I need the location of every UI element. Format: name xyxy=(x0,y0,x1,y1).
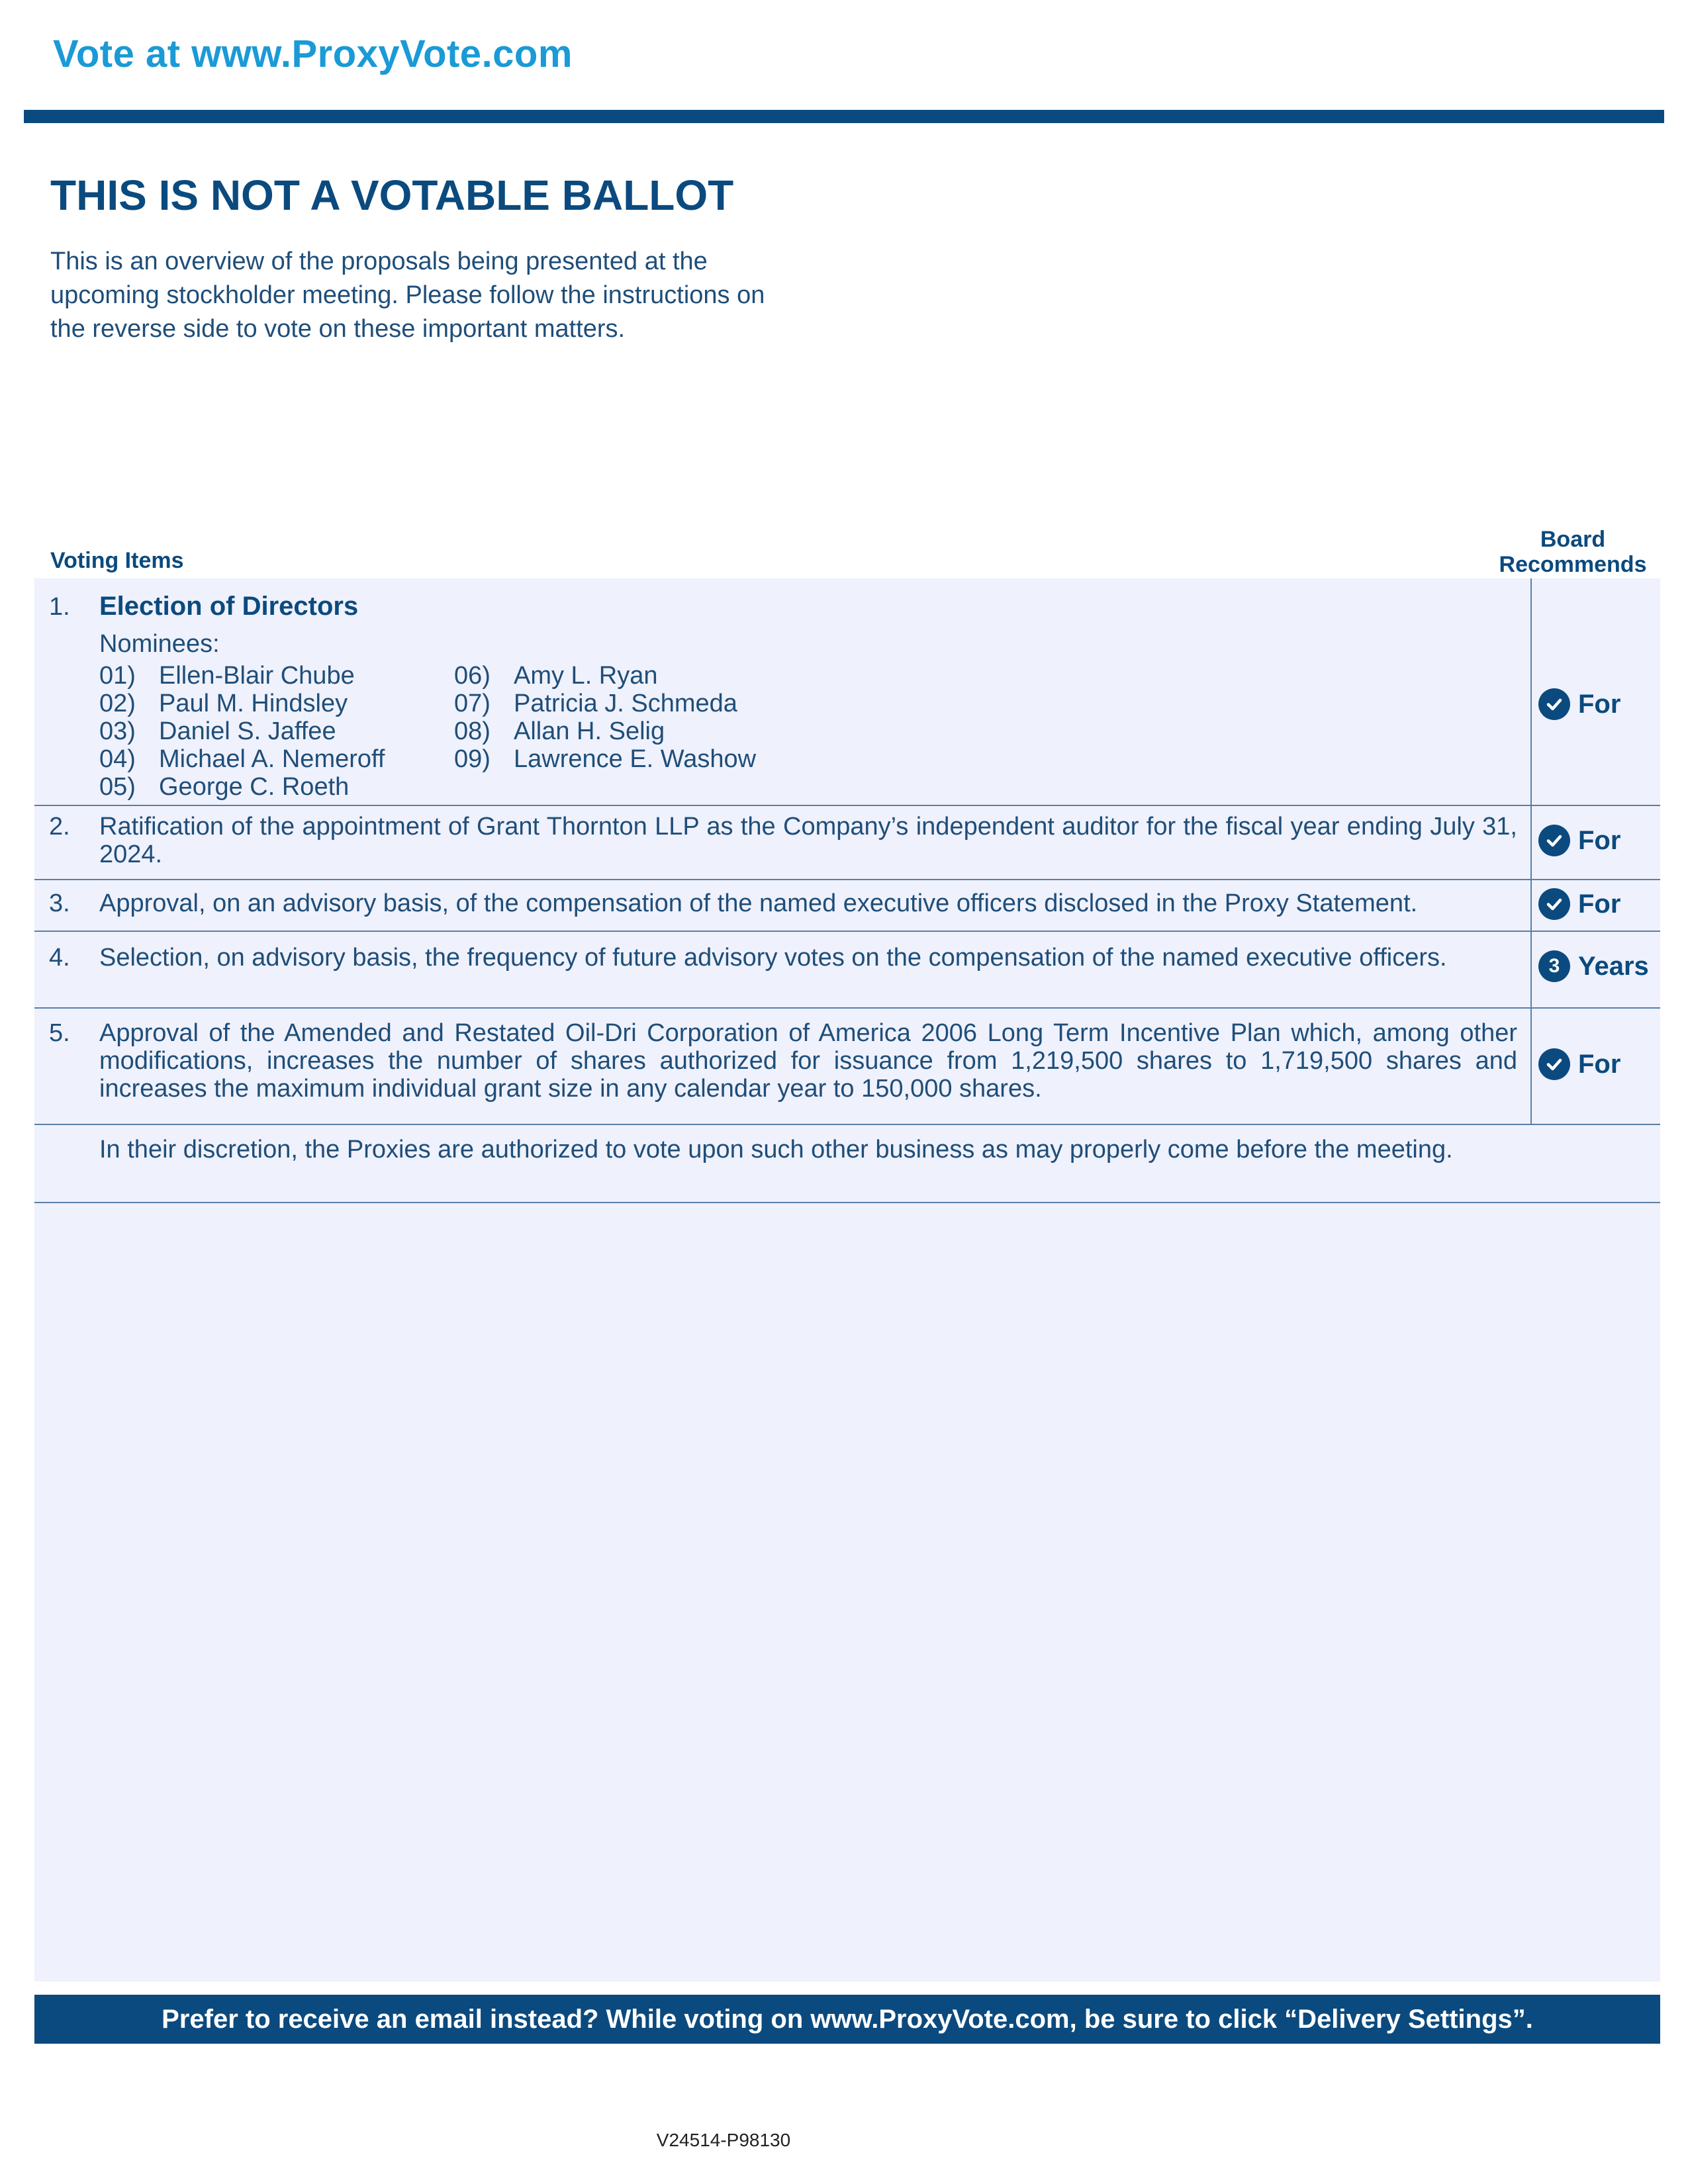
nominee-name: Daniel S. Jaffee xyxy=(159,717,336,745)
board-recommends-line2: Recommends xyxy=(1499,552,1647,577)
nominee-name: Lawrence E. Washow xyxy=(514,745,757,773)
recommendation-label: For xyxy=(1578,825,1621,855)
voting-item-1 xyxy=(34,578,1660,806)
item-text: Ratification of the appointment of Grant Thornton LLP as the Company’s independent auditor for the fiscal year ending July 31, 2024. xyxy=(99,813,1517,868)
item-number: 4. xyxy=(49,944,70,972)
nominee-number: 08) xyxy=(454,717,491,745)
column-divider xyxy=(1530,805,1532,879)
proxyvote-link[interactable]: Vote at www.ProxyVote.com xyxy=(53,32,573,75)
item-number: 1. xyxy=(49,593,70,621)
check-circle-icon xyxy=(1538,888,1570,920)
voting-items-heading: Voting Items xyxy=(50,548,184,573)
nominee-name: Allan H. Selig xyxy=(514,717,665,745)
intro-paragraph xyxy=(50,245,878,346)
item-text: Approval, on an advisory basis, of the compensation of the named executive officers disclosed in the Proxy Statement. xyxy=(99,889,1418,917)
recommendation-label: For xyxy=(1578,1049,1621,1079)
intro-line: This is an overview of the proposals being presented at the xyxy=(50,248,708,275)
document-code: V24514-P98130 xyxy=(656,2130,791,2150)
nominee-number: 04) xyxy=(99,745,136,773)
recommendation-label: For xyxy=(1578,689,1621,719)
nominee-number: 07) xyxy=(454,690,491,717)
board-recommends-line1: Board xyxy=(1540,527,1606,552)
nominee-number: 03) xyxy=(99,717,136,745)
board-recommendation xyxy=(1538,888,1620,920)
column-divider xyxy=(1530,578,1532,805)
nominee-name: George C. Roeth xyxy=(159,773,350,801)
nominee-number: 09) xyxy=(454,745,491,773)
column-divider xyxy=(1530,1007,1532,1124)
nominee-name: Michael A. Nemeroff xyxy=(159,745,385,773)
column-divider xyxy=(1530,931,1532,1007)
intro-line: upcoming stockholder meeting. Please follow the instructions on xyxy=(50,281,765,309)
check-circle-icon xyxy=(1538,688,1570,720)
nominees-list xyxy=(99,662,756,801)
check-circle-icon xyxy=(1538,825,1570,856)
recommendation-label: For xyxy=(1578,889,1621,919)
nominee-number: 01) xyxy=(99,662,136,690)
nominee-number: 05) xyxy=(99,773,136,801)
delivery-settings-banner xyxy=(34,1995,1660,2044)
recommendation-label: Years xyxy=(1578,951,1649,981)
voting-item-2 xyxy=(34,805,1660,880)
voting-item-5 xyxy=(34,1007,1660,1125)
other-business-row xyxy=(34,1124,1660,1203)
intro-line: the reverse side to vote on these important matters. xyxy=(50,315,626,343)
board-recommendation xyxy=(1538,1048,1620,1080)
board-recommendation xyxy=(1538,950,1649,982)
voting-item-3 xyxy=(34,879,1660,932)
board-recommendation xyxy=(1538,825,1620,856)
item-title: Election of Directors xyxy=(99,592,359,621)
page-title: THIS IS NOT A VOTABLE BALLOT xyxy=(50,171,734,219)
board-recommends-heading xyxy=(1487,527,1659,577)
item-text: Approval of the Amended and Restated Oil-Dri Corporation of America 2006 Long Term Incentive Plan which, among other modifications, increases the number of shares authorized for issuance from 1,219,500 shares to 1,719,500 shares and increases the maximum individual grant size in any calendar year to 150,000 shares. xyxy=(99,1019,1517,1103)
nominees-label: Nominees: xyxy=(99,630,220,658)
nominee-number: 02) xyxy=(99,690,136,717)
number-circle-icon xyxy=(1538,950,1570,982)
voting-item-4 xyxy=(34,931,1660,1009)
nominee-name: Amy L. Ryan xyxy=(514,662,658,690)
board-recommendation xyxy=(1538,688,1620,720)
nominee-number: 06) xyxy=(454,662,491,690)
delivery-settings-text: Prefer to receive an email instead? While voting on www.ProxyVote.com, be sure to click “Delivery Settings”. xyxy=(162,2004,1533,2034)
nominee-name: Ellen-Blair Chube xyxy=(159,662,355,690)
check-circle-icon xyxy=(1538,1048,1570,1080)
column-divider xyxy=(1530,879,1532,931)
item-number: 2. xyxy=(49,813,70,841)
nominee-name: Patricia J. Schmeda xyxy=(514,690,737,717)
header-rule xyxy=(24,110,1664,123)
other-business-text: In their discretion, the Proxies are authorized to vote upon such other business as may properly come before the meeting. xyxy=(99,1136,1453,1163)
item-number: 3. xyxy=(49,889,70,917)
nominee-name: Paul M. Hindsley xyxy=(159,690,348,717)
item-number: 5. xyxy=(49,1019,70,1047)
badge-number: 3 xyxy=(1548,955,1560,977)
item-text: Selection, on advisory basis, the frequency of future advisory votes on the compensation of the named executive officers. xyxy=(99,944,1447,972)
